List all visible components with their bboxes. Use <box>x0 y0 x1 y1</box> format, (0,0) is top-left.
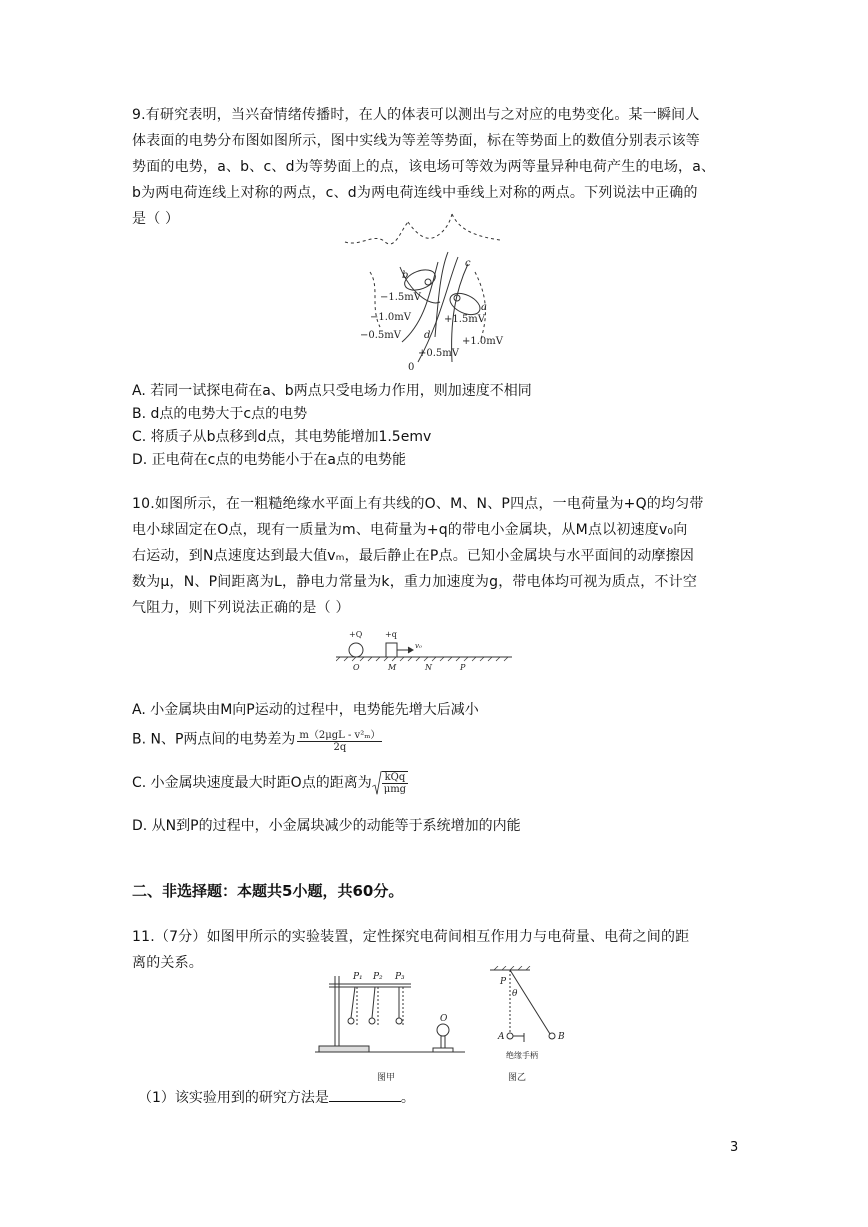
label-O: O <box>353 663 360 672</box>
q10-option-c[interactable] <box>132 771 408 795</box>
q9-line: 9.有研究表明，当兴奋情绪传播时，在人的体表可以测出与之对应的电势变化。某一瞬间人 <box>132 107 700 123</box>
q11-subquestion-1 <box>138 1087 415 1107</box>
label-P2: P₂ <box>373 972 383 982</box>
q11-line: 11.（7分）如图甲所示的实验装置，定性探究电荷间相互作用力与电荷量、电荷之间的距 <box>132 929 690 945</box>
q10-option-b[interactable] <box>132 726 382 753</box>
radical-sign-icon <box>372 771 382 795</box>
sqrt-fraction <box>382 771 408 795</box>
fraction-denominator: 2q <box>333 742 347 753</box>
q10-figure <box>336 626 516 674</box>
label-minus05: −0.5mV <box>360 330 401 341</box>
q9-option-d[interactable]: D. 正电荷在c点的电势能小于在a点的电势能 <box>132 452 406 468</box>
page-number: 3 <box>730 1140 739 1155</box>
label-b: b <box>402 270 409 281</box>
q9-equipotential-figure <box>340 212 520 377</box>
fraction-numerator: kQq <box>382 772 408 784</box>
label-plus-q-small: +q <box>385 630 397 639</box>
label-c: c <box>465 258 471 269</box>
q10-option-b-text: B. N、P两点间的电势差为 <box>132 731 296 748</box>
label-zero: 0 <box>408 362 415 373</box>
q9-option-c[interactable]: C. 将质子从b点移到d点，其电势能增加1.5emv <box>132 429 432 445</box>
label-plus10: +1.0mV <box>462 336 503 347</box>
label-P: P <box>500 977 507 987</box>
q10-option-c-text: C. 小金属块速度最大时距O点的距离为 <box>132 775 372 791</box>
fraction-numerator: m（2μgL - v²ₘ） <box>297 726 382 742</box>
q10-line: 电小球固定在O点，现有一质量为m、电荷量为+q的带电小金属块，从M点以初速度v₀向 <box>132 522 688 538</box>
q10-option-a[interactable]: A. 小金属块由M向P运动的过程中，电势能先增大后减小 <box>132 702 479 718</box>
q9-option-b[interactable]: B. d点的电势大于c点的电势 <box>132 406 308 422</box>
label-minus15: −1.5mV <box>380 292 421 303</box>
label-P1: P₁ <box>353 972 363 982</box>
q10-line: 10.如图所示，在一粗糙绝缘水平面上有共线的O、M、N、P四点，一电荷量为+Q的均匀带 <box>132 496 704 512</box>
caption-fig-b: 图乙 <box>508 1073 527 1083</box>
q10-line: 数为μ，N、P间距离为L，静电力常量为k，重力加速度为g，带电体均可视为质点，不计空 <box>132 574 698 590</box>
q10-option-d[interactable]: D. 从N到P的过程中，小金属块减少的动能等于系统增加的内能 <box>132 818 521 834</box>
label-v0: v₀ <box>415 642 422 650</box>
q11-figure-b <box>476 966 576 1084</box>
fraction-denominator: μmg <box>383 784 407 795</box>
label-plus15: +1.5mV <box>444 314 485 325</box>
label-B: B <box>558 1032 565 1042</box>
answer-blank[interactable] <box>329 1087 401 1102</box>
label-plus05: +0.5mV <box>418 348 459 359</box>
q9-line: b为两电荷连线上对称的两点，c、d为两电荷连线中垂线上对称的两点。下列说法中正确的 <box>132 185 698 201</box>
q11-sub1-text: （1）该实验用到的研究方法是 <box>138 1090 329 1106</box>
q11-line: 离的关系。 <box>132 955 203 971</box>
q10-line: 气阻力，则下列说法正确的是（ ） <box>132 600 350 616</box>
q10-option-c-sqrt <box>372 771 408 795</box>
label-theta: θ <box>512 989 518 999</box>
q11-sub1-end: 。 <box>400 1090 415 1106</box>
label-O: O <box>440 1014 448 1024</box>
q10-option-b-fraction <box>297 726 382 753</box>
q10-line: 右运动，到N点速度达到最大值vₘ，最后静止在P点。已知小金属块与水平面间的动摩擦因 <box>132 548 695 564</box>
q9-line: 势面的电势，a、b、c、d为等势面上的点，该电场可等效为两等量异种电荷产生的电场，a、 <box>132 159 716 175</box>
caption-fig-a: 图甲 <box>377 1073 396 1083</box>
label-P3: P₃ <box>395 972 405 982</box>
label-d: d <box>424 330 431 341</box>
q9-option-a[interactable]: A. 若同一试探电荷在a、b两点只受电场力作用，则加速度不相同 <box>132 383 532 399</box>
q11-figure-a <box>315 966 465 1084</box>
label-a: a <box>481 302 487 313</box>
label-N: N <box>425 663 432 672</box>
label-P: P <box>460 663 466 672</box>
q9-line: 是（ ） <box>132 211 180 227</box>
q9-line: 体表面的电势分布图如图所示，图中实线为等差等势面，标在等势面上的数值分别表示该等 <box>132 133 700 149</box>
label-minus10: −1.0mV <box>370 312 411 323</box>
label-A: A <box>498 1032 505 1042</box>
label-insulated-handle: 绝缘手柄 <box>506 1051 538 1060</box>
label-M: M <box>388 663 397 672</box>
section-heading: 二、非选择题：本题共5小题，共60分。 <box>132 882 404 900</box>
label-plus-q-big: +Q <box>349 630 363 639</box>
